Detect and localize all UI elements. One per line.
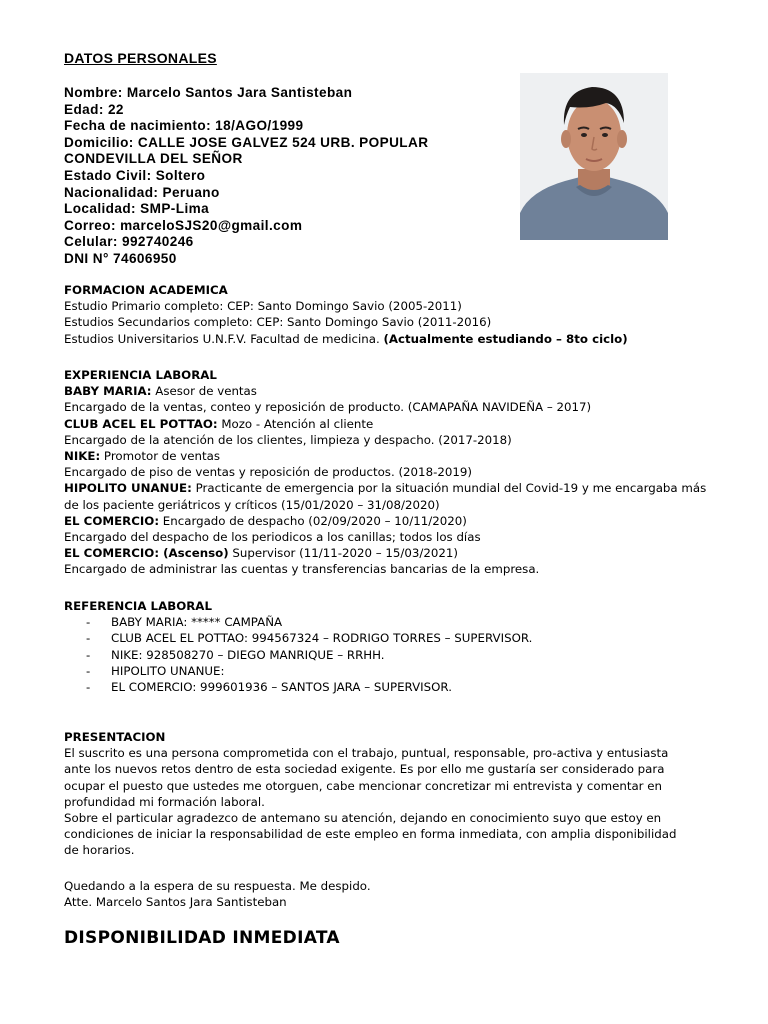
academic-university	[64, 331, 724, 347]
reference-item: - CLUB ACEL EL POTTAO: 994567324 – RODRIGO TORRES – SUPERVISOR.	[86, 631, 533, 646]
experience-section	[64, 367, 724, 578]
experience-role: Encargado de despacho (02/09/2020 – 10/11/2020)	[159, 513, 467, 528]
experience-company: CLUB ACEL EL POTTAO:	[64, 416, 218, 431]
presentation-line: de horarios.	[64, 843, 135, 858]
reference-item: - NIKE: 928508270 – DIEGO MANRIQUE – RRHH.	[86, 647, 385, 662]
reference-item-text: EL COMERCIO: 999601936 – SANTOS JARA – SUPERVISOR.	[111, 680, 452, 695]
experience-company: EL COMERCIO:	[64, 546, 160, 561]
experience-description: Encargado de la ventas, conteo y reposición de producto. (CAMAPAÑA NAVIDEÑA – 2017)	[64, 400, 592, 415]
presentation-line: condiciones de iniciar la responsabilidad de este empleo en forma inmediata, con amplia disponibilidad	[64, 827, 677, 842]
experience-entry-title	[64, 383, 724, 399]
reference-item-text: CLUB ACEL EL POTTAO: 994567324 – RODRIGO TORRES – SUPERVISOR.	[111, 631, 533, 646]
presentation-section	[64, 729, 724, 859]
profile-photo	[520, 73, 668, 240]
reference-section	[64, 598, 724, 695]
reference-item-text: BABY MARIA: ***** CAMPAÑA	[111, 615, 283, 630]
experience-entry-title	[64, 416, 724, 432]
personal-data-block	[64, 85, 484, 268]
experience-role: Promotor de ventas	[100, 449, 221, 464]
personal-locality: Localidad: SMP-Lima	[64, 201, 210, 217]
presentation-line: El suscrito es una persona comprometida con el trabajo, puntual, responsable, pro-activa y entusiasta	[64, 746, 669, 761]
experience-role: Supervisor (11/11-2020 – 15/03/2021)	[228, 546, 459, 561]
experience-company: BABY MARIA:	[64, 384, 152, 399]
availability-banner: DISPONIBILIDAD INMEDIATA	[64, 928, 340, 948]
experience-description: Encargado del despacho de los periodicos a los canillas; todos los días	[64, 530, 481, 545]
experience-role: Practicante de emergencia por la situación mundial del Covid-19 y me encargaba más	[191, 481, 707, 496]
experience-role: Mozo - Atención al cliente	[217, 416, 374, 431]
experience-role: Asesor de ventas	[151, 384, 257, 399]
academic-primary: Estudio Primario completo: CEP: Santo Domingo Savio (2005-2011)	[64, 299, 462, 314]
reference-item: - BABY MARIA: ***** CAMPAÑA	[86, 615, 283, 630]
reference-item-text: HIPOLITO UNANUE:	[111, 663, 225, 678]
academic-university-text: Estudios Universitarios U.N.F.V. Facultad de medicina.	[64, 331, 384, 346]
experience-heading: EXPERIENCIA LABORAL	[64, 368, 217, 382]
presentation-heading: PRESENTACION	[64, 730, 166, 744]
closing-signature: Atte. Marcelo Santos Jara Santisteban	[64, 895, 287, 910]
experience-promotion: (Ascenso)	[159, 546, 229, 561]
reference-item-text: NIKE: 928508270 – DIEGO MANRIQUE – RRHH.	[111, 647, 385, 662]
experience-entry-title	[64, 480, 724, 496]
experience-entry-title	[64, 448, 724, 464]
experience-company: NIKE:	[64, 449, 101, 464]
reference-heading: REFERENCIA LABORAL	[64, 599, 212, 613]
personal-phone: Celular: 992740246	[64, 234, 194, 250]
experience-company: HIPOLITO UNANUE:	[64, 481, 192, 496]
presentation-line: ante los nuevos retos dentro de esta sociedad exigente. Es por ello me gustaría ser considerado para	[64, 762, 665, 777]
experience-description: de los paciente geriátricos y críticos (15/01/2020 – 31/08/2020)	[64, 497, 440, 512]
experience-description: Encargado de piso de ventas y reposición de productos. (2018-2019)	[64, 465, 472, 480]
academic-secondary: Estudios Secundarios completo: CEP: Santo Domingo Savio (2011-2016)	[64, 315, 492, 330]
personal-age: Edad: 22	[64, 101, 124, 117]
closing-section	[64, 878, 724, 910]
academic-section	[64, 282, 724, 347]
section-title-personal-data: DATOS PERSONALES	[64, 50, 217, 66]
personal-dni: DNI N° 74606950	[64, 250, 177, 266]
experience-entry-title	[64, 513, 724, 529]
presentation-line: profundidad mi formación laboral.	[64, 794, 265, 809]
personal-email: Correo: marceloSJS20@gmail.com	[64, 217, 303, 233]
presentation-line: ocupar el puesto que ustedes me otorguen, cabe mencionar concretizar mi entrevista y comentar en	[64, 778, 663, 793]
personal-address-cont: CONDEVILLA DEL SEÑOR	[64, 151, 243, 167]
personal-nationality: Nacionalidad: Peruano	[64, 184, 220, 200]
experience-description: Encargado de administrar las cuentas y transferencias bancarias de la empresa.	[64, 562, 540, 577]
academic-heading: FORMACION ACADEMICA	[64, 283, 228, 297]
reference-item: - HIPOLITO UNANUE:	[86, 663, 225, 678]
experience-entry-title	[64, 545, 724, 561]
reference-item: - EL COMERCIO: 999601936 – SANTOS JARA – SUPERVISOR.	[86, 680, 452, 695]
personal-address: Domicilio: CALLE JOSE GALVEZ 524 URB. POPULAR	[64, 134, 429, 150]
personal-civil-status: Estado Civil: Soltero	[64, 167, 206, 183]
experience-company: EL COMERCIO:	[64, 513, 160, 528]
personal-name: Nombre: Marcelo Santos Jara Santisteban	[64, 85, 353, 100]
presentation-line: Sobre el particular agradezco de antemano su atención, dejando en conocimiento suyo que estoy en	[64, 811, 662, 826]
personal-birthdate: Fecha de nacimiento: 18/AGO/1999	[64, 118, 304, 134]
experience-description: Encargado de la atención de los clientes, limpieza y despacho. (2017-2018)	[64, 432, 512, 447]
academic-university-status: (Actualmente estudiando – 8to ciclo)	[383, 331, 628, 346]
closing-farewell: Quedando a la espera de su respuesta. Me despido.	[64, 879, 371, 893]
